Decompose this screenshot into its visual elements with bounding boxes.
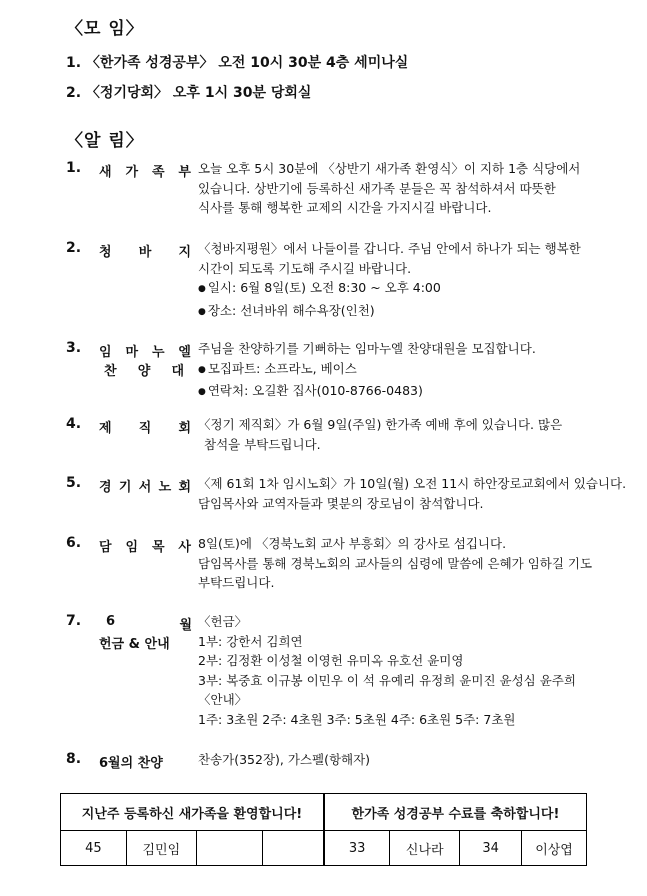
notice-body-immanuel: 주님을 찬양하기를 기뻐하는 임마누엘 찬양대원을 모집합니다. ● 모집파트: 소프라노, 베이스 ● 연락처: 오길환 집사(010-8766-0483) [198, 339, 618, 404]
notice-number: 5. [66, 475, 82, 491]
notice-label-june-hymn: 6월의 찬양 [99, 756, 163, 771]
table-row [61, 831, 587, 866]
congrats-number-cell: 34 [460, 831, 522, 866]
welcome-header: 지난주 등록하신 새가족을 환영합니다! [61, 794, 324, 831]
registration-table [60, 793, 587, 866]
notice-label-offering-guide: 헌금 & 안내 [99, 637, 170, 652]
meeting-item-2: 2. 〈정기당회〉 오후 1시 30분 당회실 [66, 85, 312, 101]
notice-label-pastor: 담 임 목 사 [99, 540, 191, 555]
notice-label-presbytery: 경 기 서 노 회 [99, 480, 191, 495]
notice-number: 2. [66, 240, 82, 256]
notice-number: 1. [66, 160, 82, 176]
welcome-name-cell: 김민임 [126, 831, 196, 866]
notice-number: 3. [66, 340, 82, 356]
congrats-name-cell: 신나라 [390, 831, 460, 866]
notice-body-hymn: 찬송가(352장), 가스펠(항해자) [198, 752, 371, 767]
meeting-item-1: 1. 〈한가족 성경공부〉 오전 10시 30분 4층 세미나실 [66, 55, 409, 71]
notice-body-deacons: 〈정기 제직회〉가 6월 9일(주일) 한가족 예배 후에 있습니다. 많은 참석을 부탁드립니다. [198, 417, 563, 452]
welcome-number-cell: 45 [61, 831, 127, 866]
notice-body-offering: 〈헌금〉 1부: 강한서 김희연 2부: 김정환 이성철 이영헌 유미옥 유호선 윤미영 3부: 복중효 이규봉 이민우 이 석 유예리 유정희 윤미진 윤성심 윤주희 〈안내〉 1주: 3초원 2주: 4초원 3주: 5초원 4주: 6초원 5주: 7초원 [198, 614, 576, 727]
notice-body-new-family: 오늘 오후 5시 30분에 〈상반기 새가족 환영식〉이 지하 1층 식당에서 있습니다. 상반기에 등록하신 새가족 분들은 꼭 참석하셔서 따뜻한 식사를 통해 행복한 교제의 시간을 가지시길 바랍니다. [198, 161, 581, 215]
notice-body-pastor: 8일(토)에 〈경북노회 교사 부흥회〉의 강사로 섬깁니다. 담임목사를 통해 경북노회의 교사들의 심령에 말씀에 은혜가 임하길 기도 부탁드립니다. [198, 536, 593, 590]
notice-number: 4. [66, 416, 82, 432]
congrats-name-cell: 이상엽 [522, 831, 587, 866]
notice-number: 7. [66, 613, 82, 629]
welcome-name-cell [262, 831, 324, 866]
notice-body-cheongbaji: 〈청바지평원〉에서 나들이를 갑니다. 주님 안에서 하나가 되는 행복한 시간이 되도록 기도해 주시길 바랍니다. ● 일시: 6월 8일(토) 오전 8:30 ~ 오후 4:00 ● 장소: 선녀바위 해수욕장(인천) [198, 239, 618, 323]
notice-body-presbytery: 〈제 61회 1차 임시노회〉가 10일(월) 오전 11시 하안장로교회에서 있습니다. 담임목사와 교역자들과 몇분의 장로님이 참석합니다. [198, 476, 627, 511]
welcome-number-cell [196, 831, 262, 866]
notice-section-title: 〈알 림〉 [66, 131, 144, 151]
notice-number: 6. [66, 535, 82, 551]
notice-label-june: 6 월 [106, 614, 192, 633]
notice-label-immanuel: 임 마 누 엘 [99, 345, 191, 360]
notice-number: 8. [66, 751, 82, 767]
congrats-header: 한가족 성경공부 수료를 축하합니다! [324, 794, 587, 831]
notice-label-new-family: 새 가 족 부 [99, 165, 191, 180]
congrats-number-cell: 33 [324, 831, 390, 866]
notice-label-cheongbaji: 청 바 지 [99, 245, 191, 260]
notice-label-choir: 찬 양 대 [104, 364, 184, 379]
notice-label-deacons: 제 직 회 [99, 421, 191, 436]
table-header-row [61, 794, 587, 831]
meeting-section-title: 〈모 임〉 [66, 19, 144, 39]
